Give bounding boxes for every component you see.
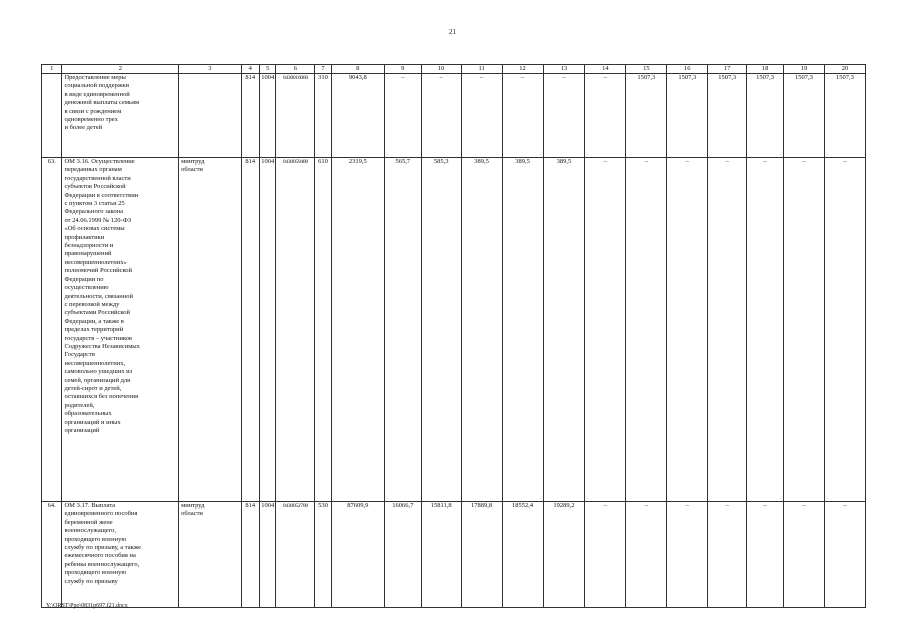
header-cell: 2 xyxy=(62,65,179,74)
row-number: 63. xyxy=(42,158,62,502)
cell-value: 19289,2 xyxy=(543,502,585,608)
cell-target-article: 0430016060 xyxy=(276,74,315,158)
header-cell: 12 xyxy=(502,65,543,74)
header-cell: 3 xyxy=(179,65,241,74)
cell-value: – xyxy=(824,158,865,502)
header-cell: 4 xyxy=(241,65,259,74)
cell-value: 389,5 xyxy=(543,158,585,502)
header-cell: 8 xyxy=(331,65,384,74)
cell-value: – xyxy=(784,502,825,608)
file-path-footer: Y:\ORST\Ppo\0831p697.f21.docx xyxy=(46,603,128,609)
cell-value: – xyxy=(708,158,747,502)
cell-value: 1507,3 xyxy=(784,74,825,158)
cell-total: 2319,5 xyxy=(331,158,384,502)
cell-value: 1507,3 xyxy=(708,74,747,158)
cell-expense-type: 530 xyxy=(315,502,331,608)
cell-value: – xyxy=(585,502,626,608)
table-row xyxy=(42,74,866,158)
executor: минтруд области xyxy=(179,502,241,608)
cell-value: 389,5 xyxy=(461,158,502,502)
cell-value: 1507,3 xyxy=(626,74,667,158)
cell-value: 1507,3 xyxy=(747,74,784,158)
header-cell: 11 xyxy=(461,65,502,74)
cell-grbs: 814 xyxy=(241,74,259,158)
header-cell: 14 xyxy=(585,65,626,74)
cell-section: 1004 xyxy=(260,158,276,502)
cell-target-article: 0430059400 xyxy=(276,158,315,502)
cell-value: 1507,3 xyxy=(824,74,865,158)
cell-value: 1507,3 xyxy=(667,74,708,158)
executor xyxy=(179,74,241,158)
header-cell: 13 xyxy=(543,65,585,74)
cell-value: – xyxy=(708,502,747,608)
measure-description: Предоставление меры социальной поддержки в виде единовременной денежной выплаты семьям в связи с рождением одновременно трех и более детей xyxy=(62,74,179,158)
cell-value: – xyxy=(824,502,865,608)
cell-value: 17889,8 xyxy=(461,502,502,608)
table-header-row xyxy=(42,65,866,74)
cell-value: 389,5 xyxy=(502,158,543,502)
cell-value: 565,7 xyxy=(384,158,421,502)
cell-value: – xyxy=(461,74,502,158)
cell-value: – xyxy=(626,158,667,502)
header-cell: 9 xyxy=(384,65,421,74)
cell-value: 15811,8 xyxy=(421,502,461,608)
budget-table xyxy=(41,64,866,608)
header-cell: 6 xyxy=(276,65,315,74)
cell-value: – xyxy=(543,74,585,158)
cell-value: 16066,7 xyxy=(384,502,421,608)
header-cell: 5 xyxy=(260,65,276,74)
cell-section: 1004 xyxy=(260,502,276,608)
header-cell: 7 xyxy=(315,65,331,74)
cell-value: – xyxy=(502,74,543,158)
cell-expense-type: 610 xyxy=(315,158,331,502)
measure-description: ОМ 3.17. Выплата единовременного пособия беременной жене военнослужащего, проходящего военную службу по призыву, а также ежемесячного пособия на ребенка военнослужащего, проходящего военную службу по призыву xyxy=(62,502,179,608)
header-cell: 1 xyxy=(42,65,62,74)
executor: минтруд области xyxy=(179,158,241,502)
cell-value: – xyxy=(667,158,708,502)
cell-value: – xyxy=(784,158,825,502)
cell-grbs: 814 xyxy=(241,502,259,608)
cell-expense-type: 310 xyxy=(315,74,331,158)
cell-value: 585,3 xyxy=(421,158,461,502)
row-number xyxy=(42,74,62,158)
header-cell: 19 xyxy=(784,65,825,74)
cell-total: 9043,8 xyxy=(331,74,384,158)
cell-grbs: 814 xyxy=(241,158,259,502)
cell-value: – xyxy=(585,158,626,502)
header-cell: 15 xyxy=(626,65,667,74)
header-cell: 16 xyxy=(667,65,708,74)
row-number: 64. xyxy=(42,502,62,608)
cell-target-article: 0430052700 xyxy=(276,502,315,608)
cell-section: 1004 xyxy=(260,74,276,158)
header-cell: 10 xyxy=(421,65,461,74)
cell-value: – xyxy=(585,74,626,158)
measure-description: ОМ 3.16. Осуществление переданных органам государственной власти субъектов Российской Федерации в соответствии с пунктом 3 статьи 25 Федерального закона от 24.06.1999 № 120-ФЗ «Об основах системы профилактики безнадзорности и правонарушений несовершеннолетних» полномочий Российской Федерации по осуществлению деятельности, связанной с перевозкой между субъектами Российской Федерации, а также в пределах территорий государств – участников Содружества Независимых Государств несовершеннолетних, самовольно ушедших из семей, организаций для детей-сирот и детей, оставшихся без попечения родителей, образовательных организаций и иных организаций xyxy=(62,158,179,502)
cell-value: – xyxy=(384,74,421,158)
table-row xyxy=(42,158,866,502)
cell-value: – xyxy=(626,502,667,608)
table-row xyxy=(42,502,866,608)
cell-value: 18552,4 xyxy=(502,502,543,608)
header-cell: 20 xyxy=(824,65,865,74)
header-cell: 18 xyxy=(747,65,784,74)
page-number: 21 xyxy=(449,28,456,36)
cell-total: 87609,9 xyxy=(331,502,384,608)
cell-value: – xyxy=(747,502,784,608)
cell-value: – xyxy=(747,158,784,502)
cell-value: – xyxy=(421,74,461,158)
cell-value: – xyxy=(667,502,708,608)
header-cell: 17 xyxy=(708,65,747,74)
